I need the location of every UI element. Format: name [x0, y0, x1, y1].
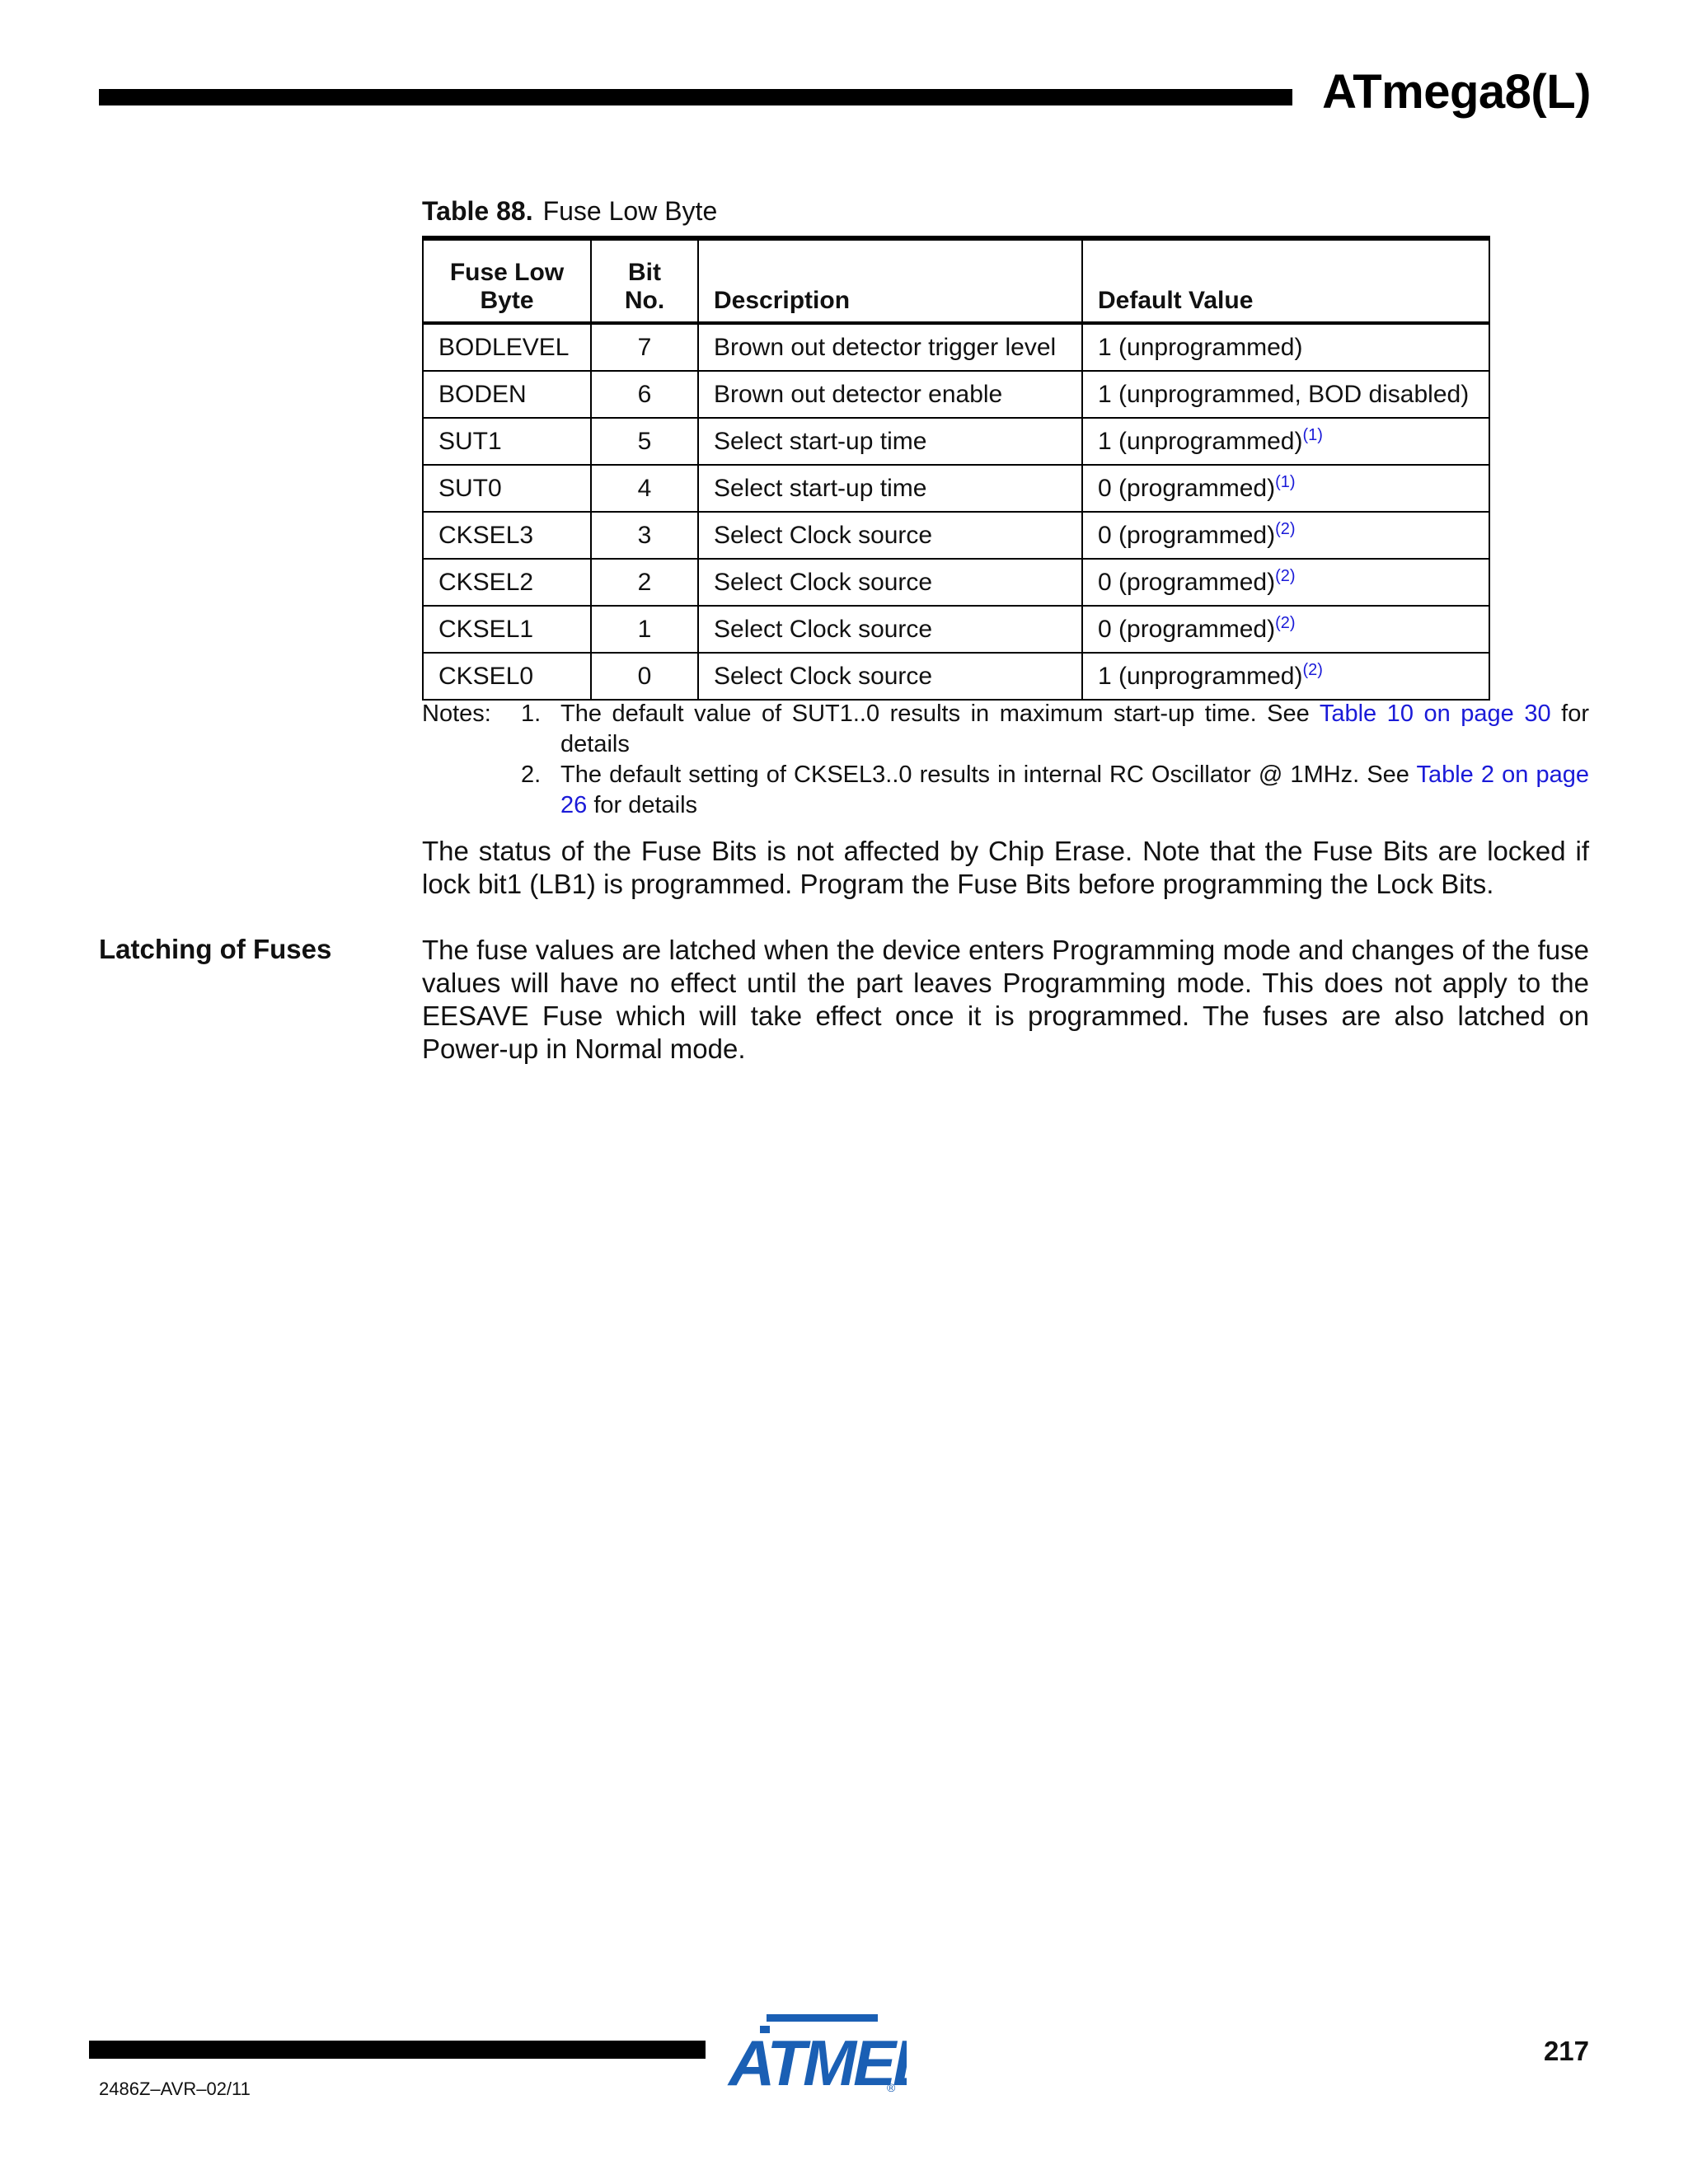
cell-description: Brown out detector enable	[698, 371, 1082, 418]
cell-default-value: 1 (unprogrammed)	[1082, 323, 1489, 371]
fuse-low-byte-table	[422, 236, 1490, 701]
table-header-row	[423, 238, 1489, 323]
cell-fuse-name: CKSEL0	[423, 653, 591, 700]
footnote-ref[interactable]: (2)	[1275, 519, 1296, 538]
table-row	[423, 559, 1489, 606]
cell-bit-no: 2	[591, 559, 698, 606]
cell-bit-no: 4	[591, 465, 698, 512]
cell-fuse-name: SUT1	[423, 418, 591, 465]
cell-default-value: 1 (unprogrammed, BOD disabled)	[1082, 371, 1489, 418]
cell-bit-no: 7	[591, 323, 698, 371]
footnote-ref[interactable]: (2)	[1302, 660, 1323, 679]
table-caption-text: Fuse Low Byte	[542, 196, 718, 226]
section-heading-latching: Latching of Fuses	[99, 934, 332, 964]
cell-fuse-name: CKSEL2	[423, 559, 591, 606]
header-default-value: Default Value	[1082, 238, 1489, 323]
svg-text:ATMEL: ATME	[729, 2027, 893, 2095]
header-fuse-low-byte: Fuse Low Byte	[423, 238, 591, 323]
cell-bit-no: 3	[591, 512, 698, 559]
cell-fuse-name: CKSEL3	[423, 512, 591, 559]
table-row	[423, 465, 1489, 512]
header-bit-no: Bit No.	[591, 238, 698, 323]
table-row	[423, 418, 1489, 465]
cell-default-value: 1 (unprogrammed)$^{(2)}$	[1082, 653, 1489, 700]
cell-default-value: 0 (programmed)$^{(1)}$	[1082, 465, 1489, 512]
cell-fuse-name: CKSEL1	[423, 606, 591, 653]
cell-fuse-name: BODEN	[423, 371, 591, 418]
footnote-ref[interactable]: (2)	[1275, 566, 1296, 585]
footnote-ref[interactable]: (1)	[1275, 472, 1296, 491]
table-row	[423, 371, 1489, 418]
paragraph-fuse-status: The status of the Fuse Bits is not affected by Chip Erase. Note that the Fuse Bits are locked if lock bit1 (LB1) is programmed. Program the Fuse Bits before programming the Lock Bits.	[422, 836, 1589, 899]
cell-bit-no: 0	[591, 653, 698, 700]
table-caption	[422, 196, 717, 227]
atmel-logo	[725, 2013, 907, 2099]
cell-description: Brown out detector trigger level	[698, 323, 1082, 371]
page-number: 217	[1543, 2036, 1589, 2066]
cell-description: Select Clock source	[698, 559, 1082, 606]
document-title: ATmega8(L)	[1322, 65, 1591, 119]
cell-description: Select start-up time	[698, 418, 1082, 465]
cell-fuse-name: BODLEVEL	[423, 323, 591, 371]
link-table-2[interactable]: Table 2 on page 26	[560, 762, 1589, 818]
cell-bit-no: 1	[591, 606, 698, 653]
link-table-10[interactable]: Table 10 on page 30	[1319, 701, 1551, 727]
cell-bit-no: 6	[591, 371, 698, 418]
cell-description: Select Clock source	[698, 512, 1082, 559]
cell-description: Select Clock source	[698, 606, 1082, 653]
cell-description: Select start-up time	[698, 465, 1082, 512]
footer-rule	[89, 2041, 706, 2059]
cell-default-value: 0 (programmed)$^{(2)}$	[1082, 512, 1489, 559]
table-row	[423, 653, 1489, 700]
cell-default-value: 0 (programmed)$^{(2)}$	[1082, 606, 1489, 653]
cell-default-value: 1 (unprogrammed)$^{(1)}$	[1082, 418, 1489, 465]
notes-label: Notes:	[422, 701, 491, 727]
cell-default-value: 0 (programmed)$^{(2)}$	[1082, 559, 1489, 606]
footnote-ref[interactable]: (2)	[1275, 613, 1296, 632]
cell-bit-no: 5	[591, 418, 698, 465]
header-description: Description	[698, 238, 1082, 323]
svg-text:®: ®	[887, 2081, 896, 2094]
cell-description: Select Clock source	[698, 653, 1082, 700]
document-code: 2486Z–AVR–02/11	[99, 2079, 251, 2099]
paragraph-latching: The fuse values are latched when the device enters Programming mode and changes of the fuse values will have no effect until the part leaves Programming mode. This does not apply to the EESAVE Fuse which will take effect once it is programmed. The fuses are also latched on Power-up in Normal mode.	[422, 935, 1589, 1064]
cell-fuse-name: SUT0	[423, 465, 591, 512]
table-caption-number: Table 88.	[422, 196, 533, 226]
header-rule	[99, 89, 1292, 105]
table-row	[423, 323, 1489, 371]
footnote-ref[interactable]: (1)	[1302, 425, 1323, 444]
table-row	[423, 606, 1489, 653]
table-row	[423, 512, 1489, 559]
